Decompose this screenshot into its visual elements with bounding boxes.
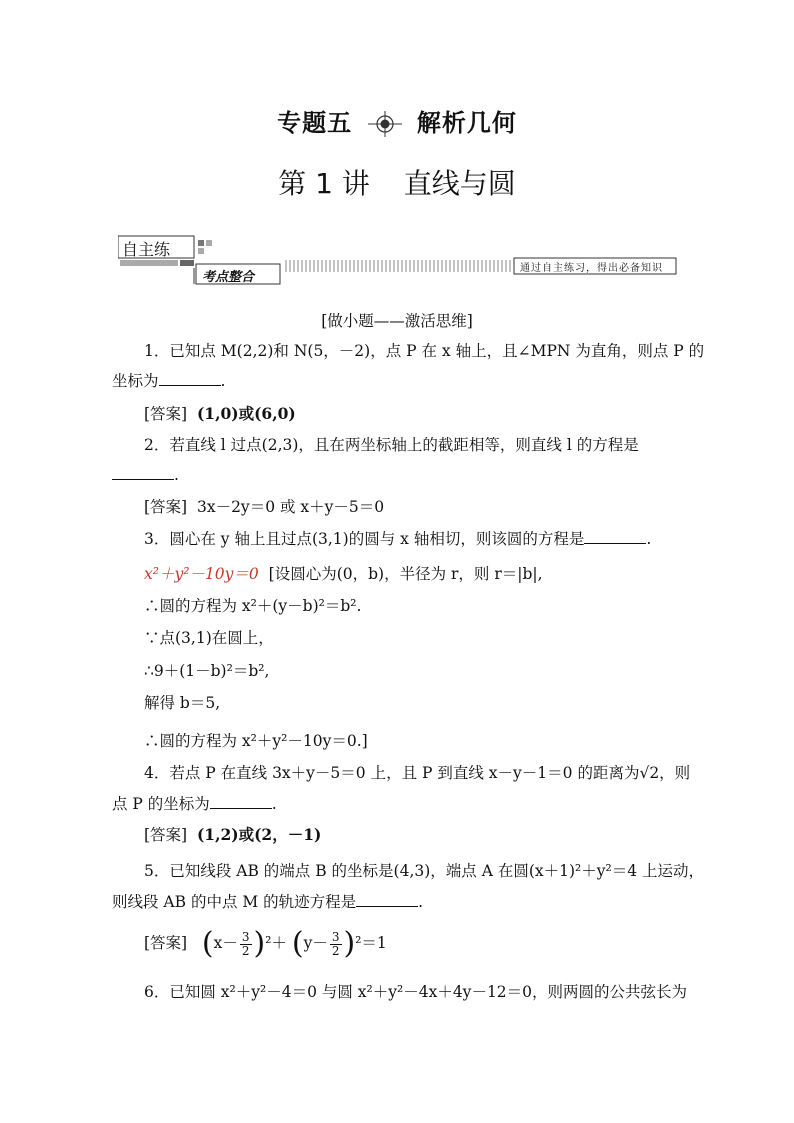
solution-line-5: 解得 b＝5, <box>144 694 221 712</box>
question-5-line1: 5．已知线段 AB 的端点 B 的坐标是(4,3)，端点 A 在圆(x＋1)²＋y²＝4 上运动， <box>144 862 705 880</box>
fraction-denominator: 2 <box>241 943 250 958</box>
question-2-line2 <box>112 464 179 486</box>
banner-box2: 考点整合 <box>202 270 255 285</box>
solution-line-4: ∴9＋(1－b)²＝b², <box>144 662 270 680</box>
section-heading: [做小题——激活思维] <box>321 312 473 330</box>
question-5-line2 <box>112 891 423 913</box>
lecture-title <box>0 162 794 202</box>
question-4-line1: 4．若点 P 在直线 3x＋y－5＝0 上，且 P 到直线 x－y－1＝0 的距离为√2，则 <box>144 764 691 782</box>
crosshair-icon <box>362 112 408 136</box>
answer-blank <box>210 794 272 809</box>
question-1-line1: 1．已知点 M(2,2)和 N(5，－2)，点 P 在 x 轴上，且∠MPN 为直角，则点 P 的 <box>144 342 705 360</box>
question-2-line1: 2．若直线 l 过点(2,3)，且在两坐标轴上的截距相等，则直线 l 的方程是 <box>144 436 639 454</box>
answer-5 <box>144 925 387 961</box>
answer-1-value: (1,0)或(6,0) <box>196 404 296 423</box>
right-paren: ) <box>343 926 356 961</box>
answer-5-plus: ²＋ <box>265 934 287 952</box>
fraction-numerator: 3 <box>241 929 250 944</box>
answer-2 <box>144 496 384 518</box>
question-6: 6．已知圆 x²＋y²－4＝0 与圆 x²＋y²－4x＋4y－12＝0，则两圆的公共弦长为 <box>144 983 688 1001</box>
answer-blank <box>356 892 418 907</box>
answer-2-value: 3x－2y＝0 或 x＋y－5＝0 <box>196 498 385 516</box>
solution-line-2: ∴圆的方程为 x²＋(y－b)²＝b². <box>144 597 362 615</box>
lecture-number: 第 1 讲 <box>278 167 370 200</box>
answer-4 <box>144 824 321 846</box>
answer-3-line1 <box>144 563 543 585</box>
left-paren: ( <box>201 926 214 961</box>
answer-blank <box>112 465 174 480</box>
question-3 <box>144 528 651 550</box>
question-5-end: . <box>418 893 424 911</box>
question-1-line2 <box>112 370 225 392</box>
answer-3-red: x²＋y²－10y＝0 <box>144 565 259 583</box>
answer-blank <box>159 371 221 386</box>
subject-label: 解析几何 <box>416 109 517 137</box>
answer-5-x: x－ <box>213 934 238 952</box>
question-4-prefix: 点 P 的坐标为 <box>112 795 210 813</box>
answer-3-explain: [设圆心为(0，b)，半径为 r，则 r＝|b|, <box>268 565 543 583</box>
answer-blank <box>584 529 646 544</box>
fraction <box>330 931 342 958</box>
topic-label: 专题五 <box>277 109 353 137</box>
question-4-end: . <box>271 795 277 813</box>
topic-title <box>0 103 794 138</box>
answer-5-rhs: ²＝1 <box>355 934 387 952</box>
lecture-name: 直线与圆 <box>403 167 516 200</box>
solution-line-6: ∴圆的方程为 x²＋y²－10y＝0.] <box>144 732 368 750</box>
answer-5-y: y－ <box>303 934 328 952</box>
answer-tag: [答案] <box>144 826 188 844</box>
section-banner <box>118 230 678 286</box>
fraction-numerator: 3 <box>331 929 340 944</box>
banner-box1: 自主练 <box>122 240 171 259</box>
question-5-prefix: 则线段 AB 的中点 M 的轨迹方程是 <box>112 893 357 911</box>
question-3-text: 3．圆心在 y 轴上且过点(3,1)的圆与 x 轴相切，则该圆的方程是 <box>144 530 585 548</box>
question-1-end: . <box>220 372 226 390</box>
answer-4-value: (1,2)或(2，－1) <box>196 825 322 844</box>
question-2-end: . <box>174 466 179 484</box>
answer-tag: [答案] <box>144 405 188 423</box>
question-4-line2 <box>112 793 277 815</box>
answer-tag: [答案] <box>144 934 188 952</box>
banner-right-text: 通过自主练习，得出必备知识 <box>520 263 663 274</box>
fraction-denominator: 2 <box>331 943 340 958</box>
solution-line-3: ∵点(3,1)在圆上， <box>144 629 274 647</box>
answer-1 <box>144 403 296 425</box>
answer-tag: [答案] <box>144 498 188 516</box>
left-paren: ( <box>291 926 304 961</box>
question-3-end: . <box>646 530 652 548</box>
right-paren: ) <box>253 926 266 961</box>
fraction <box>240 931 252 958</box>
question-1-prefix: 坐标为 <box>112 372 159 390</box>
